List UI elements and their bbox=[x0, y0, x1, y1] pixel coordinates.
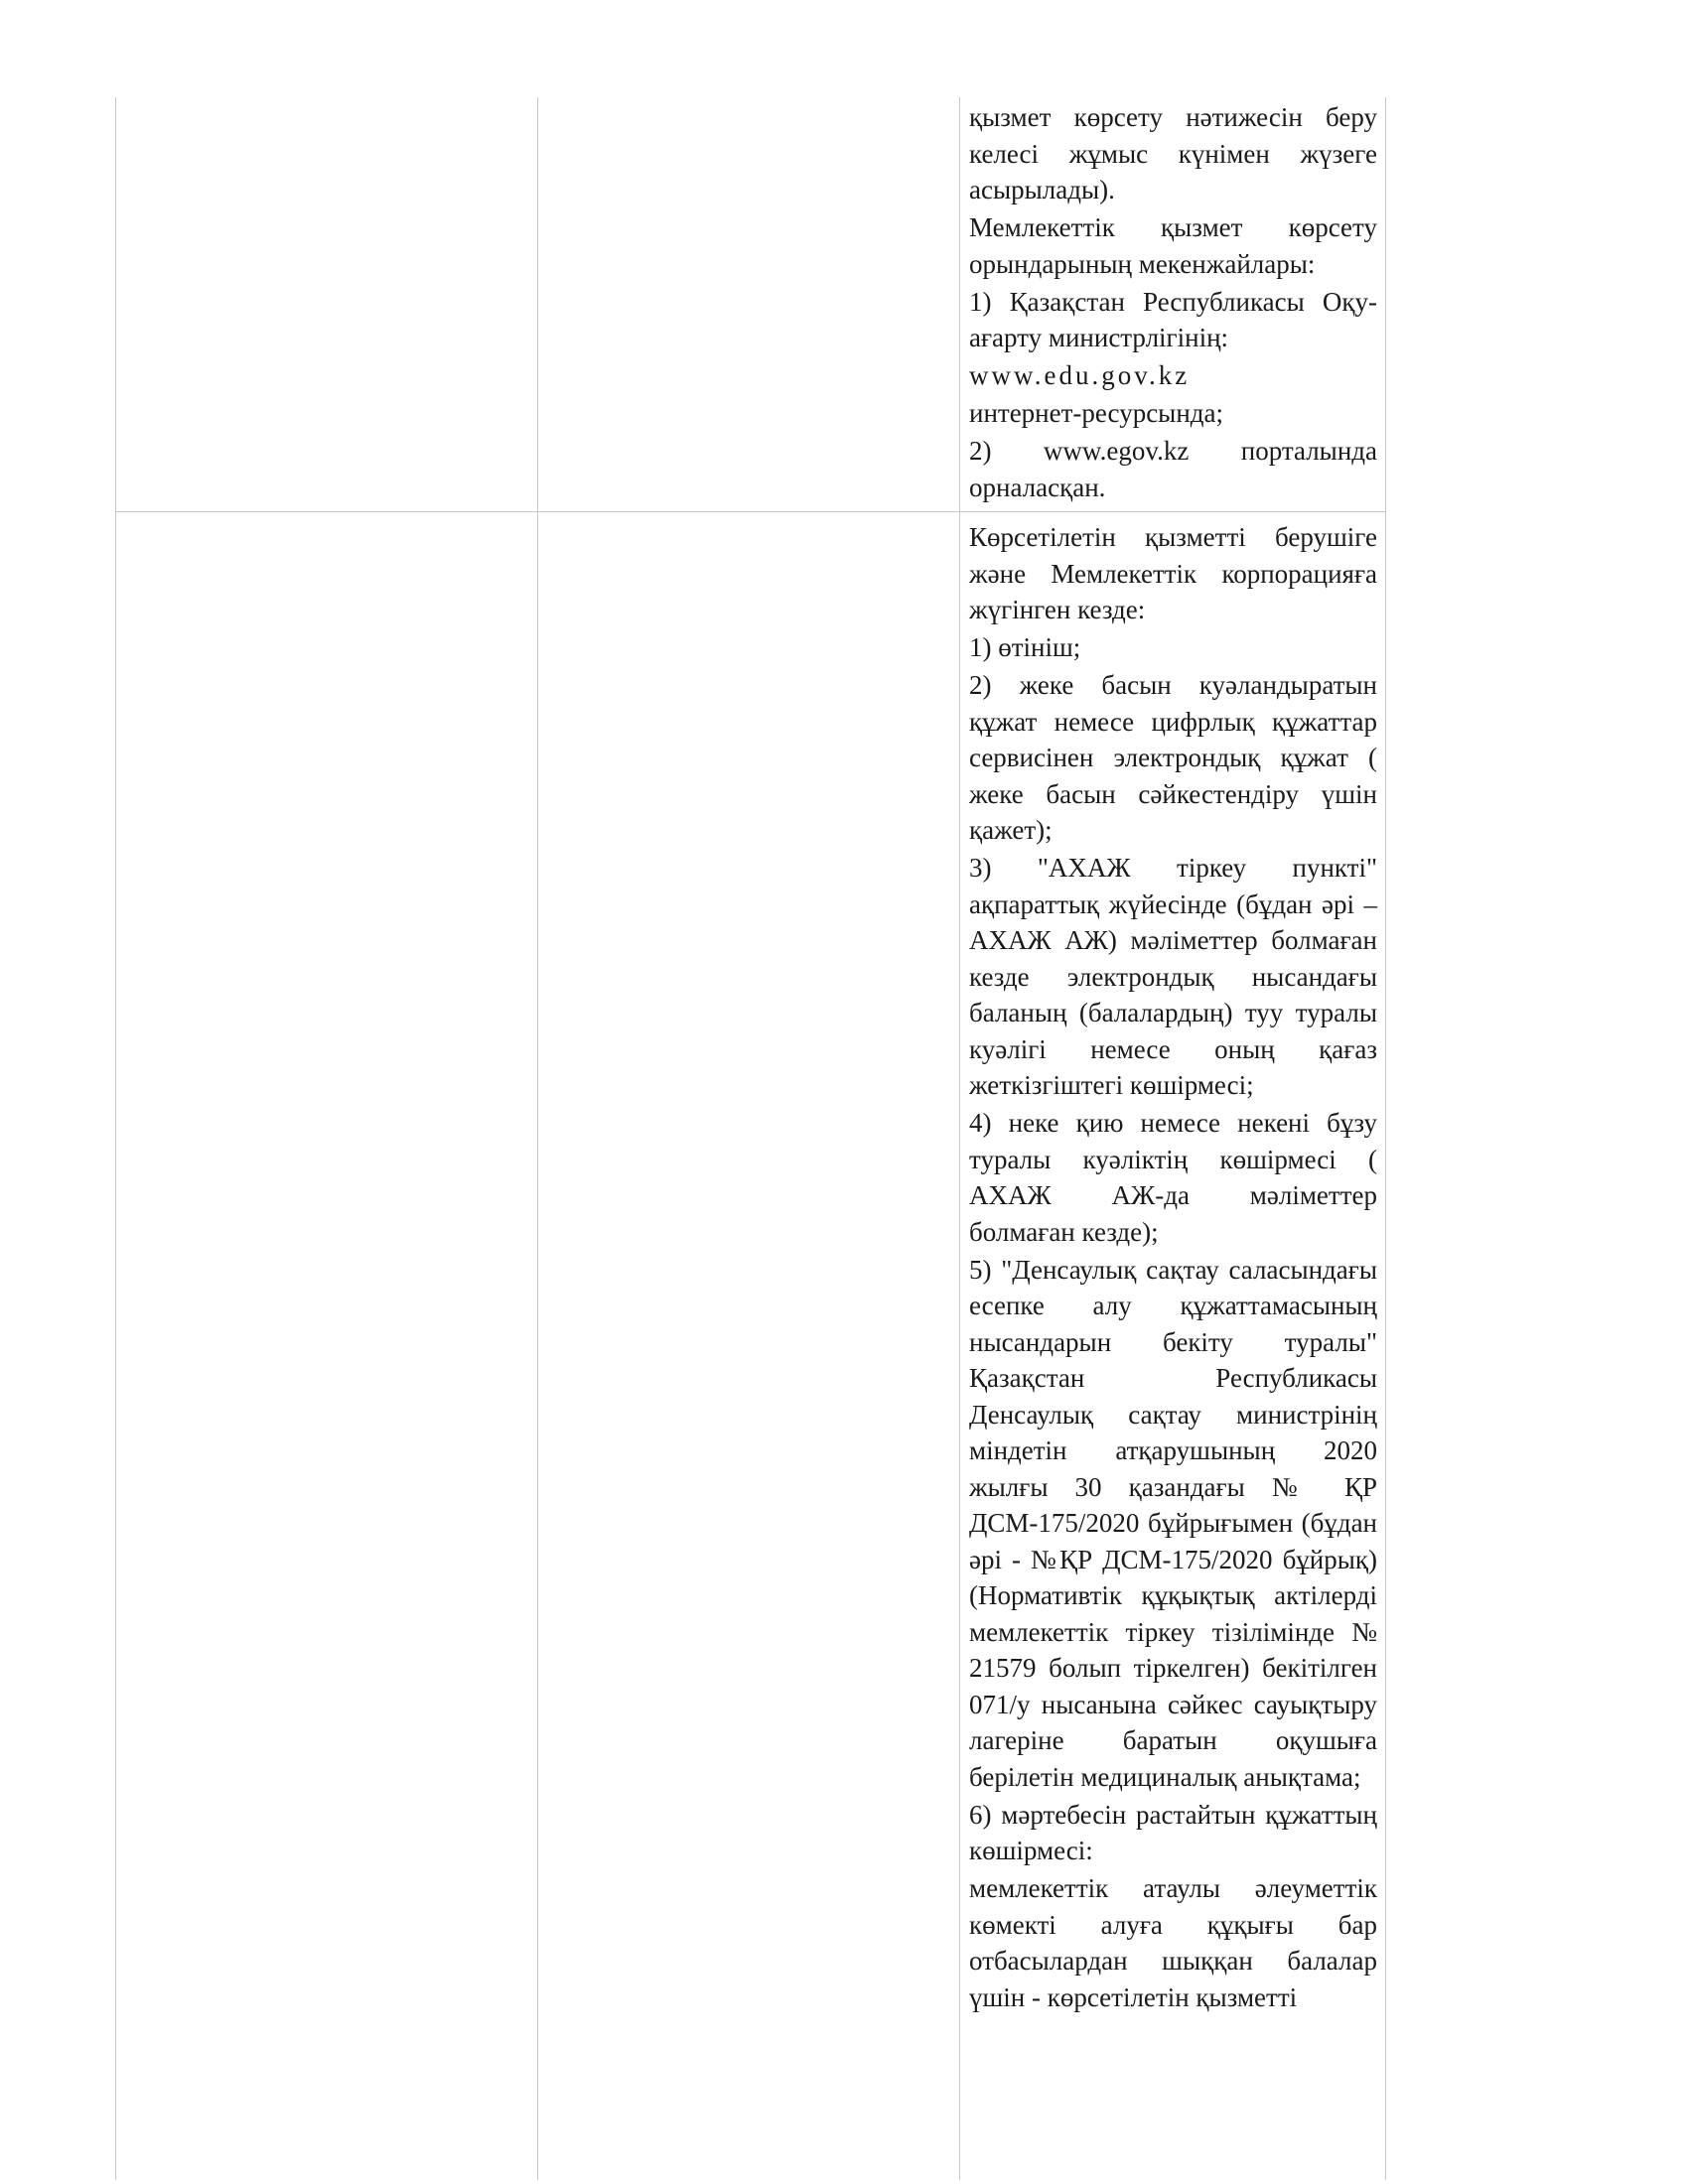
paragraph: 2) www.egov.kz порталында орналасқан. bbox=[969, 436, 1377, 502]
table-cell-empty bbox=[116, 512, 538, 2181]
paragraph: 3) "АХАЖ тіркеу пункті" ақпараттық жүйесінде (бұдан әрі – АХАЖ АЖ) мәліметтер болмаған кезде электрондық нысандағы баланың (балалардың) туу туралы куәлігі немесе оның қағаз жеткізгіштегі көшірмесі; bbox=[969, 853, 1377, 1100]
paragraph: 1) өтініш; bbox=[969, 632, 1081, 662]
paragraph: 4) неке қию немесе некені бұзу туралы куәліктің көшірмесі ( АХАЖ АЖ-да мәліметтер болмаған кезде); bbox=[969, 1108, 1377, 1247]
paragraph: 2) жеке басын куәландыратын құжат немесе цифрлық құжаттар сервисінен электрондық құжат ( жеке басын сәйкестендіру үшін қажет); bbox=[969, 670, 1377, 845]
paragraph: Мемлекеттік қызмет көрсету орындарының мекенжайлары: bbox=[969, 212, 1377, 279]
paragraph: мемлекеттік атаулы әлеуметтік көмекті алуға құқығы бар отбасылардан шыққан балалар үшін - көрсетілетін қызметті bbox=[969, 1873, 1377, 2012]
paragraph: 1) Қазақстан Республикасы Оқу-ағарту министрлігінің: bbox=[969, 286, 1377, 352]
table-row bbox=[116, 512, 1386, 2181]
table-cell-empty bbox=[538, 512, 960, 2181]
paragraph: Көрсетілетін қызметті берушіге және Мемлекеттік корпорацияға жүгінген кезде: bbox=[969, 522, 1377, 624]
paragraph: 5) "Денсаулық сақтау саласындағы есепке алу құжаттамасының нысандарын бекіту туралы" Қазақстан Республикасы Денсаулық сақтау министрінің міндетін атқарушының 2020 жылғы 30 қазандағы № ҚР ДСМ-175/2020 бұйрығымен (бұдан әрі - №ҚР ДСМ-175/2020 бұйрық) (Нормативтік құқықтық актілерді мемлекеттік тіркеу тізілімінде № 21579 болып тіркелген) бекітілген 071/у нысанына сәйкес сауықтыру лагеріне баратын оқушыға берілетін медициналық анықтама; bbox=[969, 1254, 1377, 1792]
paragraph: қызмет көрсету нәтижесін беру келесі жұмыс күнімен жүзеге асырылады). bbox=[969, 102, 1377, 205]
table-cell-empty bbox=[538, 97, 960, 512]
table-cell-empty bbox=[116, 97, 538, 512]
table-row bbox=[116, 97, 1386, 512]
url-text: www.edu.gov.kz bbox=[969, 360, 1191, 390]
table-cell-text bbox=[960, 512, 1386, 2181]
table-cell-text bbox=[960, 97, 1386, 512]
paragraph: интернет-ресурсында; bbox=[969, 398, 1223, 428]
paragraph: 6) мәртебесін растайтын құжаттың көшірмесі: bbox=[969, 1799, 1377, 1865]
document-table bbox=[115, 97, 1386, 2180]
